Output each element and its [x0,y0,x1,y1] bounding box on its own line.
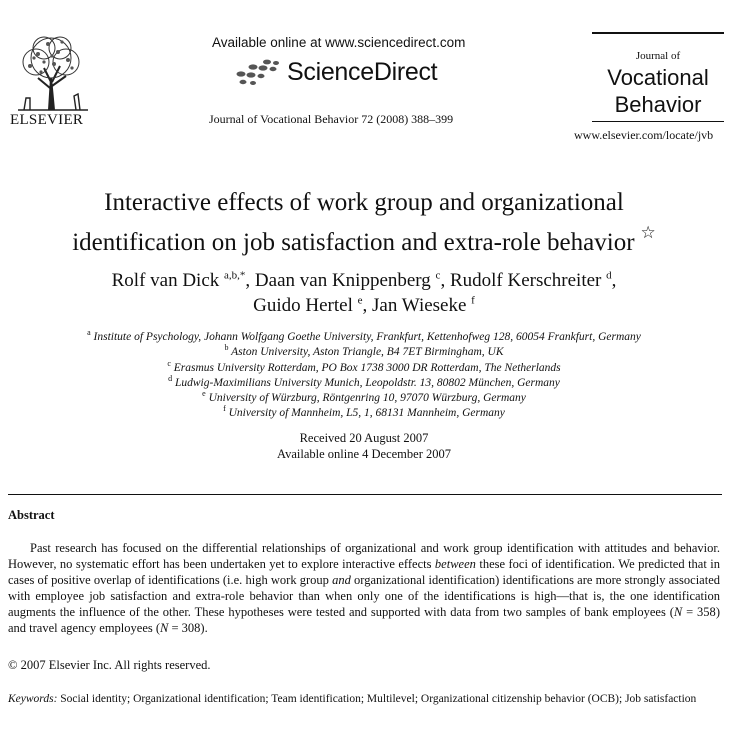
author-name: Daan van Knippenberg [254,270,431,291]
sample-size-value: = 358 [682,605,716,619]
affiliation-item [20,345,708,360]
abstract-heading: Abstract [8,508,55,522]
journal-name-line2: Behavior [614,92,702,117]
author-name: Rolf van Dick [111,270,220,291]
section-divider [8,494,722,495]
author-separator: , [362,295,373,316]
author-affiliation-mark[interactable]: c [435,269,441,282]
sample-size-var: N [160,621,169,635]
author-affiliation-mark[interactable]: a,b,* [224,269,246,282]
title-line-1: Interactive effects of work group and organizational [104,189,624,216]
affiliation-mark: c [167,358,171,368]
author-affiliation-mark[interactable]: d [606,269,612,282]
author-name: Rudolf Kerschreiter [449,270,602,291]
available-online-date: Available online 4 December 2007 [276,447,451,461]
abstract-body [8,540,720,636]
author-separator: , [245,270,255,291]
affiliation-text: University of Mannheim, L5, 1, 68131 Mannheim, Germany [228,407,505,420]
author-name: Jan Wieseke [372,295,467,316]
available-online-link[interactable]: Available online at www.sciencedirect.com [212,35,466,50]
article-title [20,188,708,258]
affiliation-mark: a [87,328,91,338]
author-line-1 [20,268,708,293]
journal-url-link[interactable]: www.elsevier.com/locate/jvb [574,128,714,142]
sample-size-value: = 308 [168,621,201,635]
abstract-text: Past research has focused on the differential relationships of organizational and work group identification with attitudes and behavior. However, no systematic effort has been undertaken yet to explore interactive effects [8,541,720,571]
journal-citation: Journal of Vocational Behavior 72 (2008) 388–399 [209,112,454,126]
abstract-text: these foci of identification. We predicted that in cases of positive overlap of identifications (i.e. high work group [8,557,721,587]
star-footnote-icon[interactable]: ☆ [640,223,656,242]
abstract-text: ) and travel agency employees ( [8,605,720,635]
sample-size-var: N [673,605,683,619]
publisher-name: ELSEVIER [10,112,84,128]
affiliation-mark: e [202,389,206,399]
journal-name [592,64,724,118]
affiliation-item [20,391,708,406]
title-line-2: identification on job satisfaction and extra-role behavior [72,229,635,256]
article-dates [20,430,708,462]
affiliation-mark: f [223,404,226,414]
author-affiliation-mark[interactable]: f [471,294,475,307]
author-name: Guido Hertel [253,295,353,316]
journal-of-label: Journal of [635,50,681,62]
abstract-text: ). [200,621,208,635]
author-separator: , [611,270,617,291]
affiliation-item [20,406,708,421]
affiliation-item [20,330,708,345]
affiliation-item [20,358,708,376]
received-date: Received 20 August 2007 [299,431,429,445]
affiliation-text: Aston University, Aston Triangle, B4 7ET Birmingham, UK [231,346,504,359]
author-list [20,268,708,318]
affiliation-text: Institute of Psychology, Johann Wolfgang Goethe University, Frankfurt, Kettenhofweg 128, 60054 Frankfurt, Germany [93,331,641,343]
journal-title-box [592,32,724,122]
copyright-notice: © 2007 Elsevier Inc. All rights reserved. [8,658,211,672]
keywords-label: Keywords: [8,693,58,705]
elsevier-tree-logo [8,32,94,112]
author-line-2 [20,293,708,318]
author-affiliation-mark[interactable]: e [357,294,363,307]
affiliations [20,330,708,422]
abstract-emphasis: between [434,557,476,571]
sciencedirect-wordmark: ScienceDirect [287,58,438,86]
sciencedirect-dots-icon [233,59,281,87]
affiliation-mark: d [168,374,173,384]
affiliation-text: University of Würzburg, Röntgenring 10, 97070 Würzburg, Germany [208,392,526,405]
keywords [8,692,722,707]
affiliation-text: Erasmus University Rotterdam, PO Box 1738 3000 DR Rotterdam, The Netherlands [173,361,561,374]
author-separator: , [440,270,450,291]
journal-name-line1: Vocational [607,65,709,90]
affiliation-mark: b [224,343,229,353]
keywords-list: Social identity; Organizational identification; Team identification; Multilevel; Organizational citizenship behavior (OCB); Job satisfaction [57,693,697,705]
sciencedirect-logo[interactable] [233,58,437,87]
abstract-emphasis: and [332,573,351,587]
abstract-paragraph [8,540,720,636]
affiliation-item [20,376,708,391]
abstract-text: organizational identification) identifications are more strongly associated with employee job satisfaction and extra-role behavior than when only one of the identifications is high—that is, the one identification augments the influence of the other. These hypotheses were tested and supported with data from two samples of bank employees ( [8,573,721,619]
affiliation-text: Ludwig-Maximilians University Munich, Leopoldstr. 13, 80802 München, Germany [174,376,560,389]
